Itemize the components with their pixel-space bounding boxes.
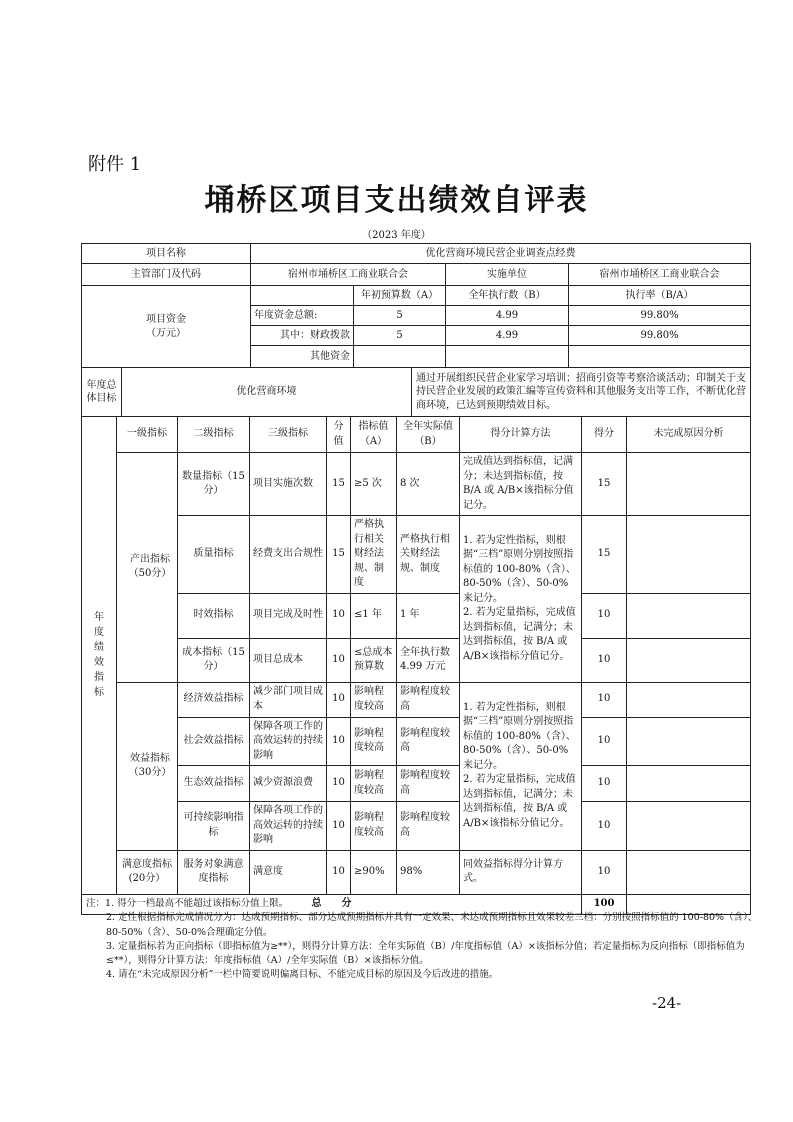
- table-row-l3: 减少部门项目成本: [250, 682, 327, 717]
- method-quantity: 完成值达到指标值，记满分；未达到指标值，按 B/A 或 A/B×该指标分值记分。: [460, 453, 582, 516]
- funds-row-label: 其中：财政拨款: [251, 326, 354, 346]
- funds-row-rate: 99.80%: [569, 306, 751, 326]
- note-item: 3. 定量指标若为正向指标（即指标值为≥**），则得分计算方法：全年实际值（B）/年度指标值（A）×该指标分值；若定量指标为反向指标（即指标值为≤**），则得分计算方法：年度指标值（A）/全年实际值（B）×该指标分值。: [106, 940, 745, 966]
- table-row-l2: 可持续影响指标: [178, 802, 250, 851]
- table-row-target: 影响程度较高: [351, 766, 397, 802]
- table-row-score-value: 10: [327, 638, 351, 682]
- table-row-target: ≤总成本预算数: [351, 638, 397, 682]
- method-output: 1. 若为定性指标，则根据“三档”原则分别按照指标值的 100-80%（含）、80-50%（含）、50-0%来记分。 2. 若为定量指标，完成值达到指标值，记满分；未达到指标值，按 B/A 或 A/B×该指标分值记分。: [460, 516, 582, 683]
- header-actual-b: 全年实际值（B）: [397, 417, 460, 453]
- funds-header-rate: 执行率（B/A）: [569, 286, 751, 306]
- table-row-reason: [627, 802, 751, 851]
- table-row-l2: 数量指标（15 分）: [178, 453, 250, 516]
- table-row-target: ≤1 年: [351, 593, 397, 638]
- annual-goal-label: 年度总体目标: [82, 368, 122, 416]
- funds-row-a: [354, 346, 446, 368]
- table-row-target: 影响程度较高: [351, 802, 397, 851]
- table-row-score-value: 15: [327, 516, 351, 594]
- year-label: （2023 年度）: [362, 230, 431, 241]
- table-row-target: 影响程度较高: [351, 717, 397, 766]
- funds-row-b: 4.99: [446, 306, 569, 326]
- header-target-a: 指标值（A）: [351, 417, 397, 453]
- header-level3: 三级指标: [250, 417, 327, 453]
- table-row-target: ≥5 次: [351, 453, 397, 516]
- funds-header-b: 全年执行数（B）: [446, 286, 569, 306]
- table-row-reason: [627, 453, 751, 516]
- note-item: 4. 请在“未完成原因分析”一栏中简要说明偏离目标、不能完成目标的原因及今后改进的措施。: [106, 969, 499, 981]
- table-row-score-value: 15: [327, 453, 351, 516]
- table-row-score: 10: [582, 850, 627, 894]
- funds-row-a: 5: [354, 326, 446, 346]
- impl-value: 宿州市埇桥区工商业联合会: [569, 264, 751, 286]
- table-row-l3: 保障各项工作的高效运转的持续影响: [250, 802, 327, 851]
- project-name-label: 项目名称: [82, 244, 251, 264]
- funds-header-blank: [251, 286, 354, 306]
- annual-goal-planned: 优化营商环境: [122, 368, 412, 416]
- table-row-actual: 98%: [397, 850, 460, 894]
- project-name-value: 优化营商环境民营企业调查点经费: [251, 244, 751, 264]
- output-indicator-label: 产出指标（50分）: [117, 453, 178, 683]
- page-number: -24-: [652, 994, 682, 1012]
- table-row-l2: 质量指标: [178, 516, 250, 594]
- table-row-actual: 全年执行数 4.99 万元: [397, 638, 460, 682]
- effect-indicator-label: 效益指标（30分）: [117, 682, 178, 850]
- note-item: 注：1. 得分一档最高不能超过该指标分值上限。: [86, 898, 289, 909]
- funds-row-rate: 99.80%: [569, 326, 751, 346]
- header-level2: 二级指标: [178, 417, 250, 453]
- table-row-reason: [627, 766, 751, 802]
- table-row-score: 10: [582, 638, 627, 682]
- table-row-actual: 8 次: [397, 453, 460, 516]
- table-row-actual: 影响程度较高: [397, 717, 460, 766]
- annual-goal-row: [82, 368, 751, 417]
- total-score: 100: [582, 894, 627, 914]
- funds-header-a: 年初预算数（A）: [354, 286, 446, 306]
- table-row-score: 10: [582, 682, 627, 717]
- table-row-l3: 项目实施次数: [250, 453, 327, 516]
- funds-label: 项目资金 （万元）: [82, 286, 251, 368]
- table-row-l3: 项目完成及时性: [250, 593, 327, 638]
- table-row-score-value: 10: [327, 850, 351, 894]
- indicator-table: [81, 416, 751, 915]
- attachment-label: 附件 1: [88, 154, 142, 175]
- funds-row-b: [446, 346, 569, 368]
- table-row-actual: 严格执行相关财经法规、制度: [397, 516, 460, 594]
- table-row-score: 10: [582, 802, 627, 851]
- table-row-score: 10: [582, 593, 627, 638]
- table-row-l2: 时效指标: [178, 593, 250, 638]
- header-level1: 一级指标: [117, 417, 178, 453]
- funds-row-label: 其他资金: [251, 346, 354, 368]
- table-row-l3: 保障各项工作的高效运转的持续影响: [250, 717, 327, 766]
- note-item: 2. 定性根据指标完成情况分为：达成预期指标、部分达成预期指标并具有一定效果、未达成预期指标且效果较差三档：分别按照指标值的 100-80%（含）、80-50%（含）、50-0%合理确定分值。: [106, 912, 758, 938]
- table-row-reason: [627, 593, 751, 638]
- table-row-score-value: 10: [327, 717, 351, 766]
- table-row-l2: 社会效益指标: [178, 717, 250, 766]
- table-row-score: 15: [582, 453, 627, 516]
- table-row-reason: [627, 638, 751, 682]
- table-row-l3: 减少资源浪费: [250, 766, 327, 802]
- notes: [86, 897, 758, 983]
- dept-value: 宿州市埇桥区工商业联合会: [251, 264, 446, 286]
- table-row-l3: 满意度: [250, 850, 327, 894]
- table-row-reason: [627, 717, 751, 766]
- table-row-l2: 成本指标（15分）: [178, 638, 250, 682]
- impl-label: 实施单位: [446, 264, 569, 286]
- table-row-score: 10: [582, 717, 627, 766]
- funds-row-label: 年度资金总额:: [251, 306, 354, 326]
- table-row-l3: 项目总成本: [250, 638, 327, 682]
- header-method: 得分计算方法: [460, 417, 582, 453]
- table-row-actual: 影响程度较高: [397, 802, 460, 851]
- table-row-score-value: 10: [327, 802, 351, 851]
- table-row-score: 10: [582, 766, 627, 802]
- table-row-l2: 经济效益指标: [178, 682, 250, 717]
- satisfaction-indicator-label: 满意度指标(20分）: [117, 850, 178, 894]
- table-row-actual: 影响程度较高: [397, 766, 460, 802]
- table-row-l2: 服务对象满意度指标: [178, 850, 250, 894]
- table-row-score-value: 10: [327, 682, 351, 717]
- total-label: 总 分: [82, 894, 582, 914]
- funds-row-a: 5: [354, 306, 446, 326]
- header-score: 得分: [582, 417, 627, 453]
- annual-goal-actual: 通过开展组织民营企业家学习培训；招商引资等考察洽谈活动；印制关于支持民营企业发展的政策汇编等宣传资料和其他服务支出等工作，不断优化营商环境，已达到预期绩效目标。: [416, 372, 746, 411]
- table-row-actual: 1 年: [397, 593, 460, 638]
- table-row-target: 严格执行相关财经法规、制度: [351, 516, 397, 594]
- funds-row-rate: [569, 346, 751, 368]
- funds-row-b: 4.99: [446, 326, 569, 346]
- table-row-l2: 生态效益指标: [178, 766, 250, 802]
- method-satisfaction: 同效益指标得分计算方式。: [460, 850, 582, 894]
- table-row-score: 15: [582, 516, 627, 594]
- table-row-reason: [627, 850, 751, 894]
- annual-indicator-label: 年度绩效指标: [82, 417, 117, 895]
- page-title: 埇桥区项目支出绩效自评表: [204, 183, 589, 218]
- dept-label: 主管部门及代码: [82, 264, 251, 286]
- table-row-l3: 经费支出合规性: [250, 516, 327, 594]
- method-effect: 1. 若为定性指标，则根据“三档”原则分别按照指标值的 100-80%（含）、80-50%（含）、50-0%来记分。 2. 若为定量指标，完成值达到指标值，记满分；未达到指标值，按 B/A 或 A/B×该指标分值记分。: [460, 682, 582, 850]
- table-row-actual: 影响程度较高: [397, 682, 460, 717]
- table-row-reason: [627, 682, 751, 717]
- header-score-value: 分值: [327, 417, 351, 453]
- table-row-reason: [627, 516, 751, 594]
- project-info-table: [81, 243, 751, 417]
- table-row-target: ≥90%: [351, 850, 397, 894]
- header-reason: 未完成原因分析: [627, 417, 751, 453]
- table-row-score-value: 10: [327, 593, 351, 638]
- table-row-score-value: 10: [327, 766, 351, 802]
- table-row-target: 影响程度较高: [351, 682, 397, 717]
